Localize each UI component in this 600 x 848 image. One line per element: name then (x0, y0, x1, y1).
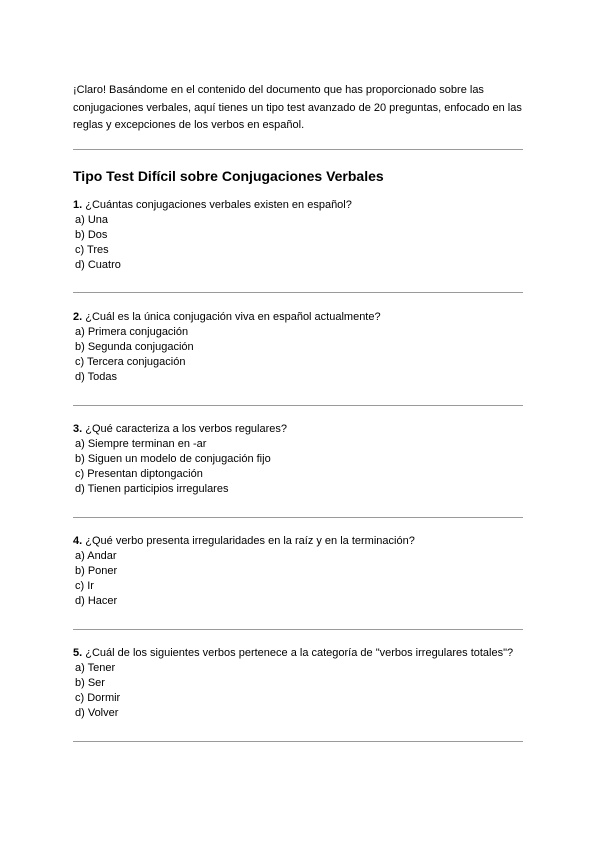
question-number: 4. (73, 535, 83, 547)
answer-option: b) Segunda conjugación (75, 341, 194, 353)
answer-option: b) Dos (75, 229, 108, 241)
answer-option: c) Dormir (75, 692, 121, 704)
question-prompt: ¿Qué caracteriza a los verbos regulares? (85, 423, 288, 435)
divider (73, 292, 523, 293)
divider (73, 517, 523, 518)
answer-option: d) Cuatro (75, 259, 121, 271)
answer-option: c) Tres (75, 244, 109, 256)
question-number: 1. (73, 199, 83, 211)
question-text (73, 310, 523, 325)
answer-option: b) Poner (75, 565, 118, 577)
divider (73, 149, 523, 150)
answer-option: a) Primera conjugación (75, 326, 189, 338)
question-number: 5. (73, 647, 83, 659)
question-prompt: ¿Qué verbo presenta irregularidades en la raíz y en la terminación? (85, 535, 415, 547)
answer-option: a) Tener (75, 662, 116, 674)
answer-option: d) Hacer (75, 595, 118, 607)
answer-option: d) Volver (75, 707, 119, 719)
question-2 (73, 310, 523, 385)
answer-option: b) Ser (75, 677, 105, 689)
question-3 (73, 422, 523, 497)
answer-option: a) Una (75, 214, 109, 226)
question-number: 2. (73, 311, 83, 323)
question-5 (73, 646, 523, 721)
answer-option: c) Presentan diptongación (75, 468, 203, 480)
answer-option: d) Todas (75, 371, 117, 383)
question-text (73, 534, 523, 549)
question-prompt: ¿Cuántas conjugaciones verbales existen en español? (85, 199, 352, 211)
question-text (73, 646, 523, 661)
question-4 (73, 534, 523, 609)
answer-option: c) Ir (75, 580, 94, 592)
question-text (73, 198, 523, 213)
answer-option: a) Siempre terminan en -ar (75, 438, 207, 450)
divider (73, 405, 523, 406)
answer-option: a) Andar (75, 550, 117, 562)
question-1 (73, 198, 523, 273)
divider (73, 741, 523, 742)
answer-option: d) Tienen participios irregulares (75, 483, 229, 495)
answer-option: c) Tercera conjugación (75, 356, 186, 368)
answer-option: b) Siguen un modelo de conjugación fijo (75, 453, 271, 465)
intro-paragraph: ¡Claro! Basándome en el contenido del documento que has proporcionado sobre las conjugaciones verbales, aquí tienes un tipo test avanzado de 20 preguntas, enfocado en las reglas y excepciones de los verbos en español. (73, 84, 522, 131)
question-text (73, 422, 523, 437)
test-title: Tipo Test Difícil sobre Conjugaciones Verbales (73, 168, 384, 184)
question-prompt: ¿Cuál es la única conjugación viva en español actualmente? (85, 311, 381, 323)
question-prompt: ¿Cuál de los siguientes verbos pertenece a la categoría de "verbos irregulares totales"? (85, 647, 514, 659)
question-number: 3. (73, 423, 83, 435)
divider (73, 629, 523, 630)
